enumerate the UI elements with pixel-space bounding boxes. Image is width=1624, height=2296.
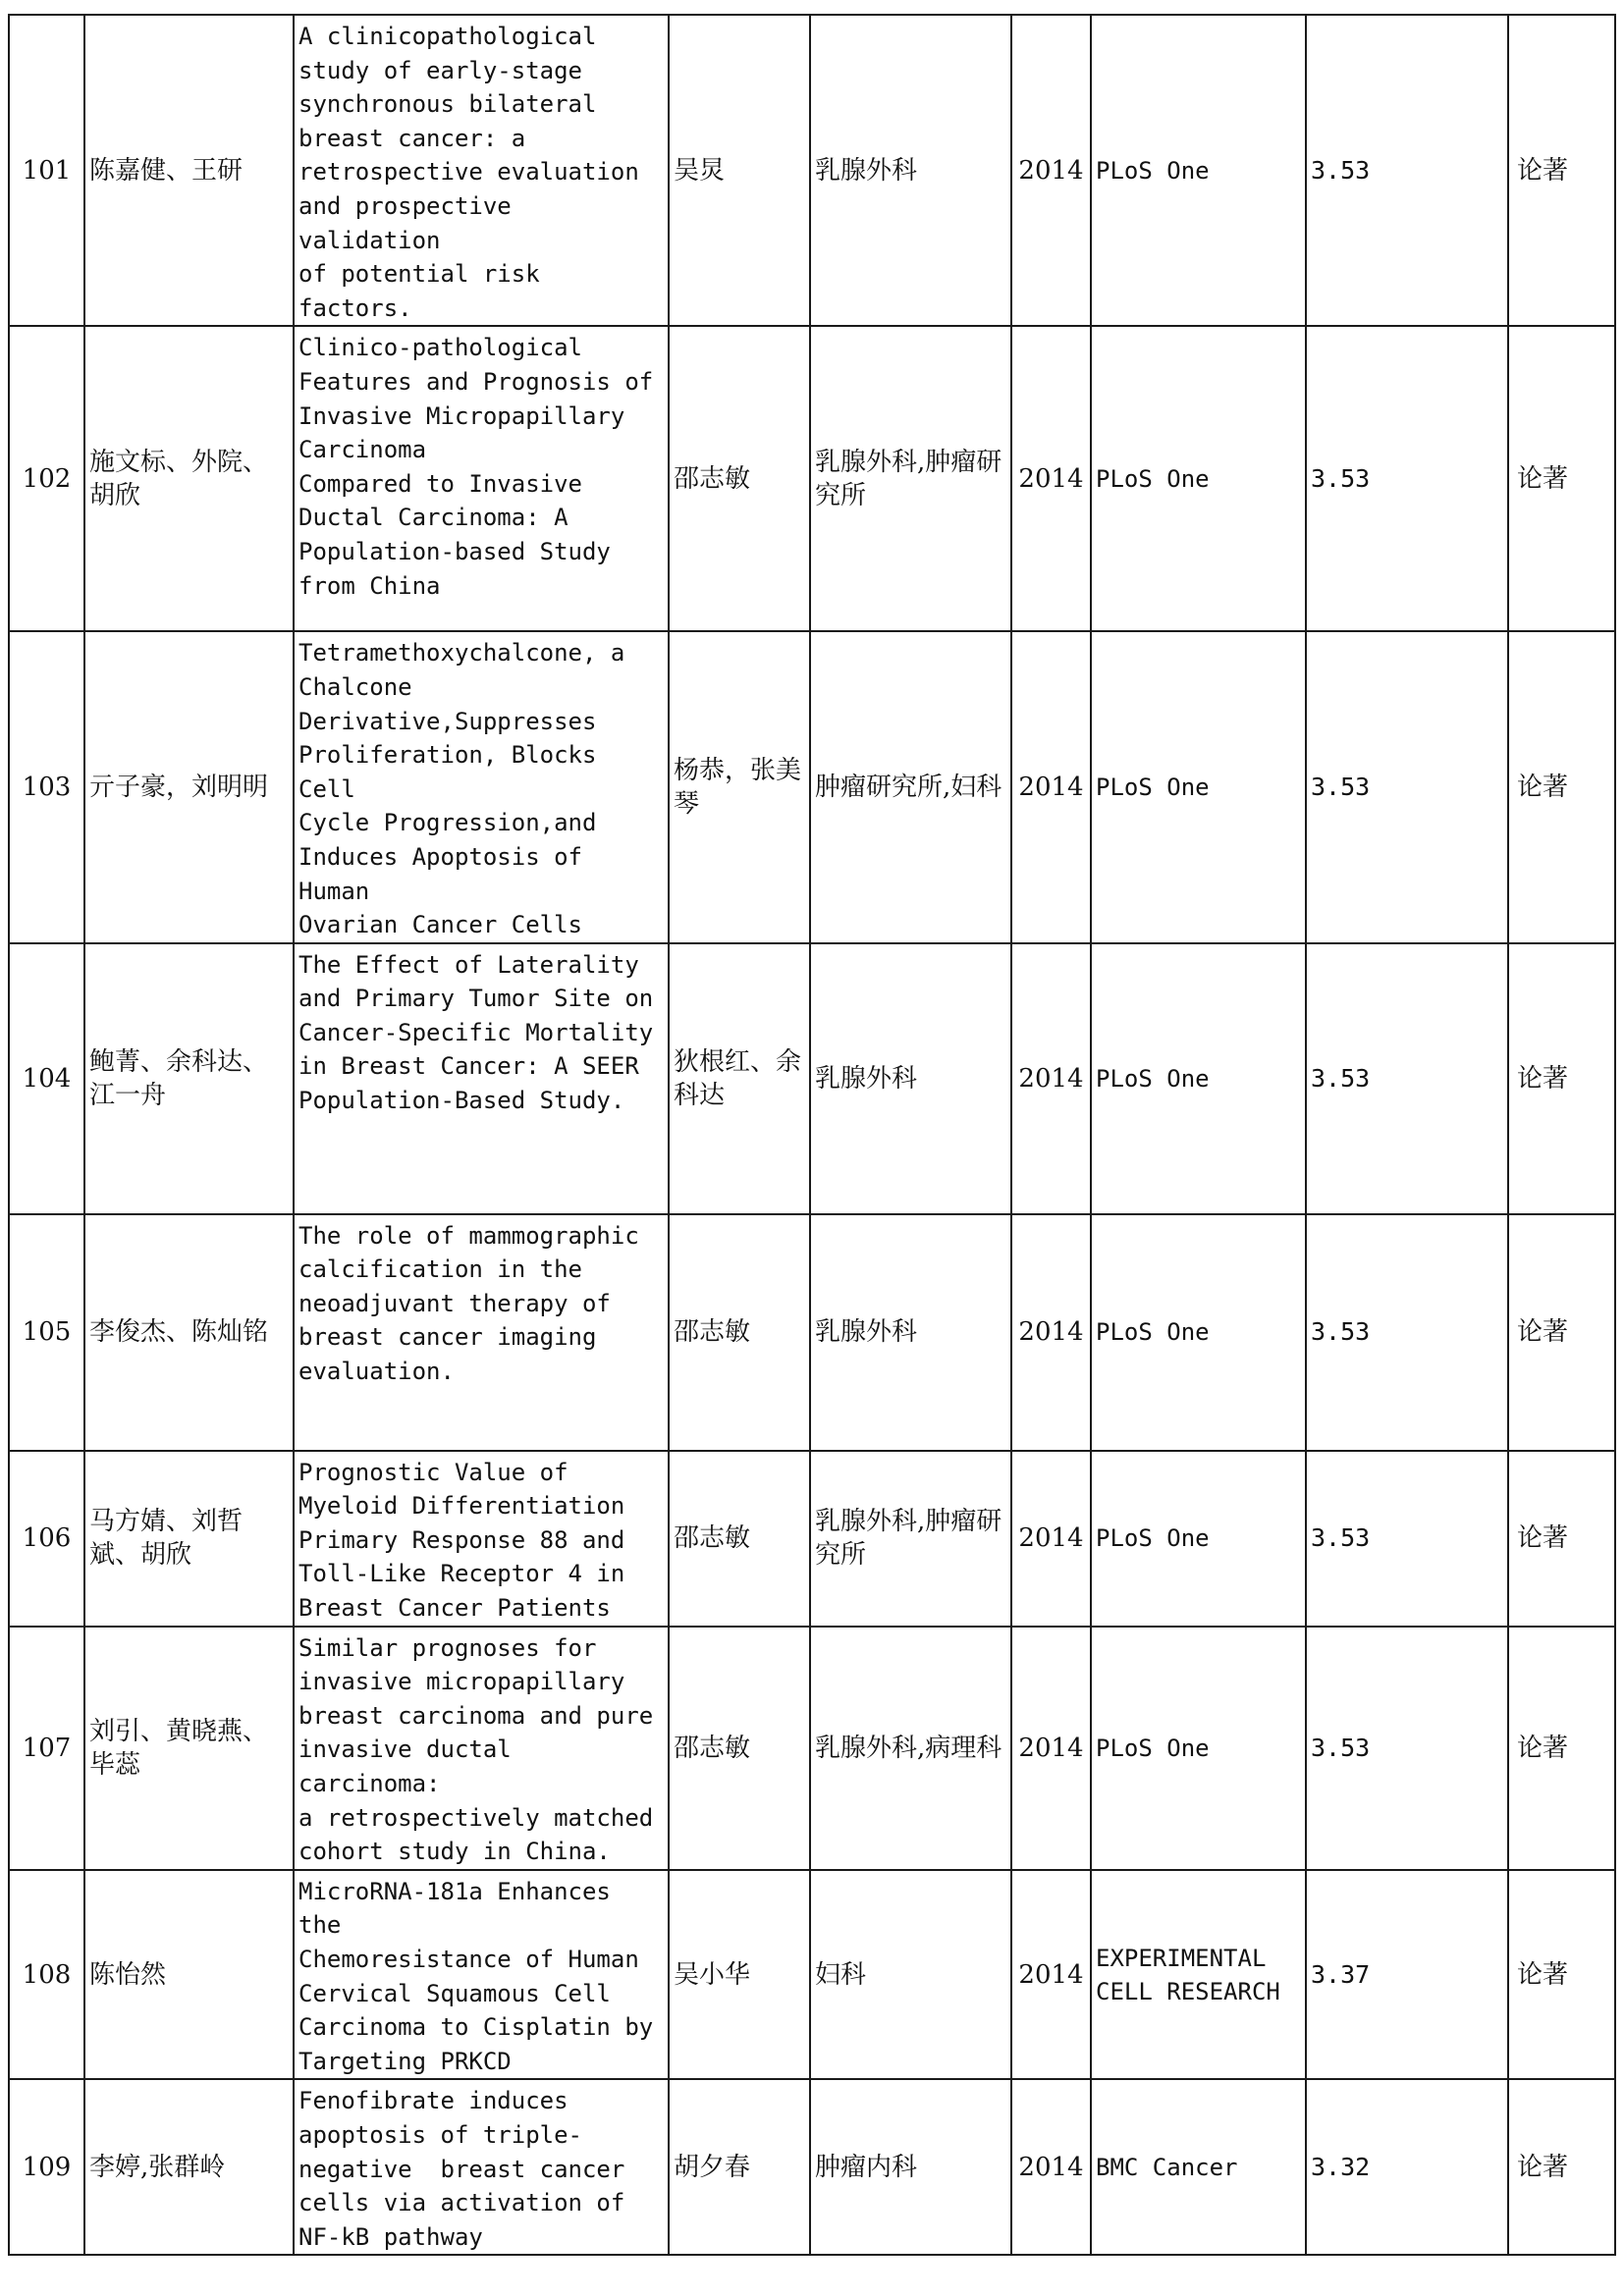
paper-title-cell: The Effect of Laterality and Primary Tumor Site on Cancer-Specific Mortality in Breast Cancer: A SEER Population-Based Study.	[294, 943, 669, 1214]
table-row	[9, 1627, 1615, 1870]
table-body	[9, 15, 1615, 2255]
authors-cell: 刘引、黄晓燕、毕蕊	[84, 1627, 294, 1870]
impact-factor-cell: 3.53	[1306, 943, 1508, 1214]
row-number: 107	[9, 1627, 84, 1870]
paper-type-cell: 论著	[1508, 326, 1615, 631]
paper-title-cell: Tetramethoxychalcone, a Chalcone Derivative,Suppresses Proliferation, Blocks Cell Cycle Progression,and Induces Apoptosis of Human Ovarian Cancer Cells	[294, 631, 669, 942]
department-cell: 乳腺外科	[810, 1214, 1011, 1451]
row-number: 101	[9, 15, 84, 326]
corresponding-author-cell: 邵志敏	[669, 1451, 810, 1627]
journal-cell: PLoS One	[1091, 1214, 1306, 1451]
paper-type-cell: 论著	[1508, 1627, 1615, 1870]
paper-type-cell: 论著	[1508, 943, 1615, 1214]
table-row	[9, 326, 1615, 631]
journal-cell: PLoS One	[1091, 1451, 1306, 1627]
journal-cell: PLoS One	[1091, 1627, 1306, 1870]
department-cell: 乳腺外科,肿瘤研究所	[810, 1451, 1011, 1627]
row-number: 103	[9, 631, 84, 942]
authors-cell: 施文标、外院、胡欣	[84, 326, 294, 631]
impact-factor-cell: 3.53	[1306, 631, 1508, 942]
table-row	[9, 631, 1615, 942]
corresponding-author-cell: 狄根红、余科达	[669, 943, 810, 1214]
row-number: 106	[9, 1451, 84, 1627]
table-row	[9, 1451, 1615, 1627]
department-cell: 乳腺外科,病理科	[810, 1627, 1011, 1870]
impact-factor-cell: 3.32	[1306, 2079, 1508, 2255]
table-row	[9, 2079, 1615, 2255]
table-row	[9, 1870, 1615, 2080]
impact-factor-cell: 3.53	[1306, 15, 1508, 326]
paper-title-cell: The role of mammographic calcification in the neoadjuvant therapy of breast cancer imaging evaluation.	[294, 1214, 669, 1451]
row-number: 102	[9, 326, 84, 631]
year-cell: 2014	[1011, 326, 1091, 631]
paper-type-cell: 论著	[1508, 1870, 1615, 2080]
row-number: 109	[9, 2079, 84, 2255]
department-cell: 乳腺外科,肿瘤研究所	[810, 326, 1011, 631]
corresponding-author-cell: 胡夕春	[669, 2079, 810, 2255]
authors-cell: 李婷,张群岭	[84, 2079, 294, 2255]
row-number: 105	[9, 1214, 84, 1451]
year-cell: 2014	[1011, 1870, 1091, 2080]
corresponding-author-cell: 邵志敏	[669, 1214, 810, 1451]
paper-title-cell: Prognostic Value of Myeloid Differentiation Primary Response 88 and Toll-Like Receptor 4 in Breast Cancer Patients	[294, 1451, 669, 1627]
corresponding-author-cell: 吴炅	[669, 15, 810, 326]
year-cell: 2014	[1011, 1451, 1091, 1627]
journal-cell: PLoS One	[1091, 15, 1306, 326]
table-row	[9, 1214, 1615, 1451]
paper-title-cell: Similar prognoses for invasive micropapillary breast carcinoma and pure invasive ductal carcinoma: a retrospectively matched cohort study in China.	[294, 1627, 669, 1870]
table-row	[9, 943, 1615, 1214]
authors-cell: 鲍菁、余科达、江一舟	[84, 943, 294, 1214]
impact-factor-cell: 3.37	[1306, 1870, 1508, 2080]
journal-cell: PLoS One	[1091, 943, 1306, 1214]
authors-cell: 亓子豪，刘明明	[84, 631, 294, 942]
department-cell: 乳腺外科	[810, 15, 1011, 326]
year-cell: 2014	[1011, 1627, 1091, 1870]
publication-table	[8, 14, 1616, 2256]
journal-cell: EXPERIMENTAL CELL RESEARCH	[1091, 1870, 1306, 2080]
authors-cell: 李俊杰、陈灿铭	[84, 1214, 294, 1451]
paper-type-cell: 论著	[1508, 1214, 1615, 1451]
paper-type-cell: 论著	[1508, 1451, 1615, 1627]
row-number: 108	[9, 1870, 84, 2080]
corresponding-author-cell: 杨恭，张美琴	[669, 631, 810, 942]
corresponding-author-cell: 邵志敏	[669, 326, 810, 631]
impact-factor-cell: 3.53	[1306, 1214, 1508, 1451]
paper-title-cell: Clinico-pathological Features and Prognosis of Invasive Micropapillary Carcinoma Compared to Invasive Ductal Carcinoma: A Population-based Study from China	[294, 326, 669, 631]
year-cell: 2014	[1011, 15, 1091, 326]
impact-factor-cell: 3.53	[1306, 326, 1508, 631]
journal-cell: PLoS One	[1091, 631, 1306, 942]
impact-factor-cell: 3.53	[1306, 1627, 1508, 1870]
table-row	[9, 15, 1615, 326]
paper-title-cell: MicroRNA-181a Enhances the Chemoresistance of Human Cervical Squamous Cell Carcinoma to Cisplatin by Targeting PRKCD	[294, 1870, 669, 2080]
year-cell: 2014	[1011, 943, 1091, 1214]
journal-cell: BMC Cancer	[1091, 2079, 1306, 2255]
corresponding-author-cell: 吴小华	[669, 1870, 810, 2080]
authors-cell: 陈嘉健、王研	[84, 15, 294, 326]
paper-type-cell: 论著	[1508, 631, 1615, 942]
paper-type-cell: 论著	[1508, 2079, 1615, 2255]
corresponding-author-cell: 邵志敏	[669, 1627, 810, 1870]
department-cell: 乳腺外科	[810, 943, 1011, 1214]
year-cell: 2014	[1011, 631, 1091, 942]
paper-title-cell: A clinicopathological study of early-stage synchronous bilateral breast cancer: a retrospective evaluation and prospective validation of potential risk factors.	[294, 15, 669, 326]
department-cell: 肿瘤研究所,妇科	[810, 631, 1011, 942]
authors-cell: 陈怡然	[84, 1870, 294, 2080]
paper-type-cell: 论著	[1508, 15, 1615, 326]
department-cell: 肿瘤内科	[810, 2079, 1011, 2255]
authors-cell: 马方婧、刘哲斌、胡欣	[84, 1451, 294, 1627]
year-cell: 2014	[1011, 2079, 1091, 2255]
row-number: 104	[9, 943, 84, 1214]
paper-title-cell: Fenofibrate induces apoptosis of triple- negative breast cancer cells via activation of NF-kB pathway	[294, 2079, 669, 2255]
department-cell: 妇科	[810, 1870, 1011, 2080]
year-cell: 2014	[1011, 1214, 1091, 1451]
impact-factor-cell: 3.53	[1306, 1451, 1508, 1627]
journal-cell: PLoS One	[1091, 326, 1306, 631]
